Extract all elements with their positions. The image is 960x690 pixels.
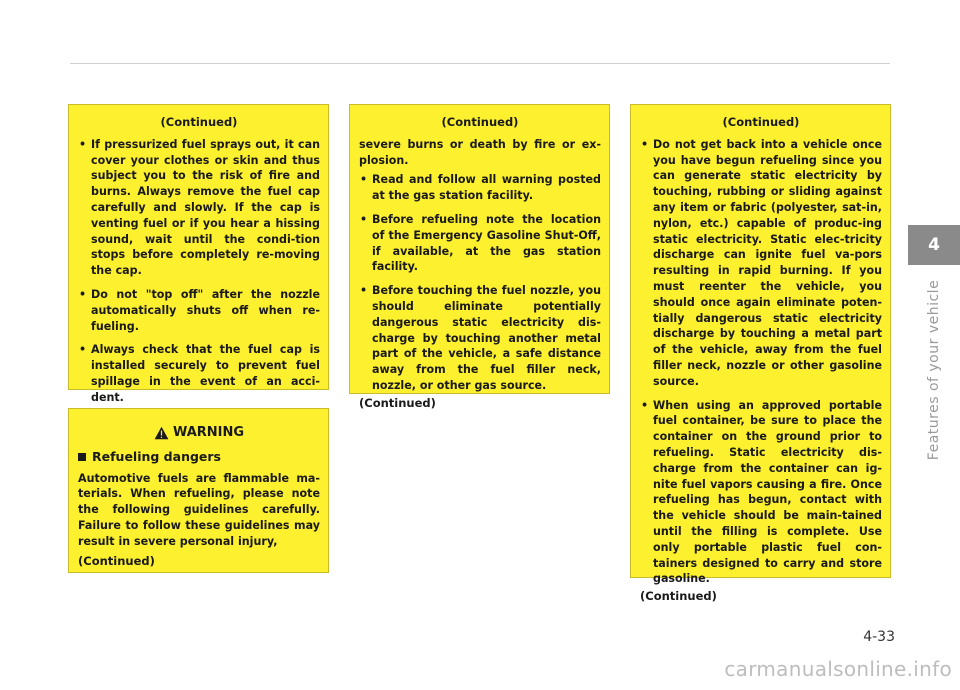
bullet-list [640, 137, 882, 587]
warning-body: Automotive fuels are flammable ma-terials. When refueling, please note the following guidelines carefully. Failure to follow these guidelines may result in severe personal injury, [78, 471, 320, 548]
warning-box [68, 408, 329, 573]
page-number: 4-33 [863, 629, 895, 645]
list-item: • Always check that the fuel cap is installed securely to prevent fuel spillage in the event of an acci-dent. [79, 343, 320, 404]
warning-title-text: WARNING [172, 425, 245, 440]
bullet-glyph: • [360, 212, 368, 226]
watermark: carmanualsonline.info [724, 657, 952, 681]
list-item: • Read and follow all warning posted at the gas station facility. [360, 173, 601, 203]
bullet-glyph: • [641, 398, 649, 412]
lead-text: severe burns or death by fire or ex-plosion. [359, 137, 601, 167]
warning-subheading: Refueling dangers [78, 449, 320, 465]
list-item: • If pressurized fuel sprays out, it can cover your clothes or skin and thus subject you to the risk of fire and burns. Always remove the fuel cap carefully and slowly. If the cap is venting fuel or if you hear a hissing sound, wait until the condi-tion stops before completely re-moving the cap. [79, 137, 320, 278]
continued-footer: (Continued) [359, 395, 436, 410]
continued-heading: (Continued) [160, 115, 238, 129]
caution-box-continued-2 [349, 104, 610, 410]
bullet-glyph: • [79, 137, 87, 151]
square-bullet-icon [78, 453, 86, 461]
chapter-tab: 4 [908, 225, 960, 265]
chapter-title: Features of your vehicle [926, 279, 942, 461]
bullet-glyph: • [360, 284, 368, 298]
warning-triangle-icon [154, 426, 169, 440]
bullet-glyph: • [79, 343, 87, 357]
warning-title [78, 425, 320, 441]
list-item: • When using an approved portable fuel container, be sure to place the container on the ground prior to refueling. Static electricity dis-charge from the container can ig-nite fuel vapors causing a fire. Once refueling has begun, contact with the vehicle should be main-tained until the filling is complete. Use only portable plastic fuel con-tainers designed to carry and store gasoline. [641, 398, 882, 586]
list-item: • Do not get back into a vehicle once you have begun refueling since you can generate static electricity by touching, rubbing or sliding against any item or fabric (polyester, sat-in, nylon, etc.) capable of produc-ing static electricity. Static elec-tricity discharge can ignite fuel va-pors resulting in rapid burning. If you must reenter the vehicle, you should once again eliminate poten-tially dangerous static electricity discharge by touching a metal part of the vehicle, away from the fuel filler neck, nozzle or other gasoline source. [641, 137, 882, 388]
list-item: • Before refueling note the location of the Emergency Gasoline Shut-Off, if available, at the gas station facility. [360, 212, 601, 274]
bullet-list [78, 137, 320, 406]
list-item: • Before touching the fuel nozzle, you should eliminate potentially dangerous static electricity dis-charge by touching another metal part of the vehicle, a safe distance away from the fuel filler neck, nozzle, or other gas source. [360, 284, 601, 392]
bullet-list [359, 172, 601, 393]
bullet-glyph: • [360, 173, 368, 187]
caution-box-continued-1 [68, 104, 329, 404]
list-item: • Do not "top off" after the nozzle automatically shuts off when re-fueling. [79, 287, 320, 333]
bullet-glyph: • [79, 287, 87, 301]
continued-footer: (Continued) [78, 553, 155, 568]
bullet-glyph: • [641, 137, 649, 151]
continued-heading: (Continued) [441, 115, 519, 129]
continued-footer: (Continued) [640, 589, 717, 604]
continued-heading: (Continued) [722, 115, 800, 129]
caution-box-continued-3 [630, 104, 891, 604]
top-rule [70, 63, 890, 64]
